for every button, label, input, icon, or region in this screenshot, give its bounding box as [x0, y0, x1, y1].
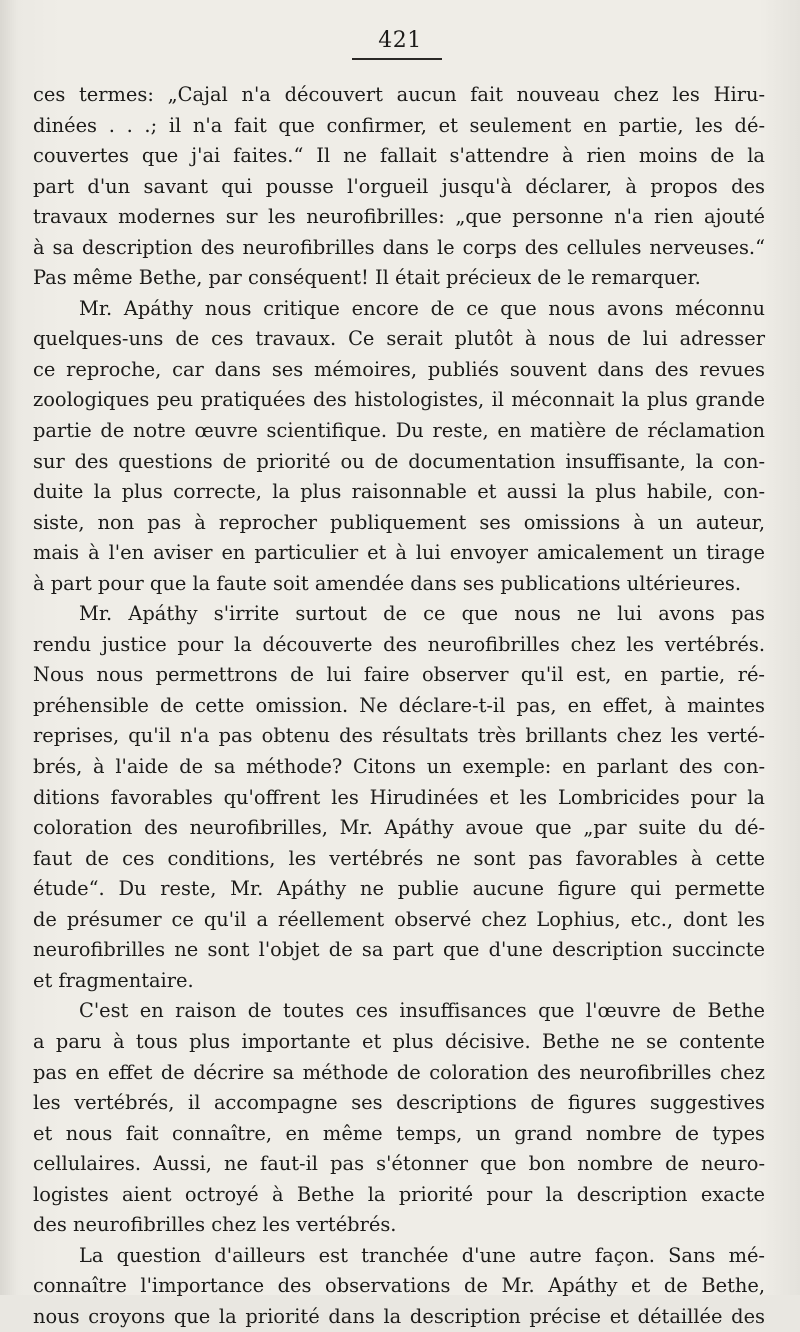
text-line: Nous nous permettrons de lui faire observer qu'il est, en partie, ré-: [33, 663, 765, 687]
text-line: les vertébrés, il accompagne ses descriptions de figures suggestives: [33, 1091, 765, 1115]
text-line: siste, non pas à reprocher publiquement ses omissions à un auteur,: [33, 510, 765, 534]
text-line: étude“. Du reste, Mr. Apáthy ne publie aucune figure qui permette: [33, 877, 765, 901]
text-line: Mr. Apáthy nous critique encore de ce que nous avons méconnu: [79, 296, 765, 320]
text-line: à part pour que la faute soit amendée dans ses publications ultérieures.: [33, 571, 742, 595]
text-line: nous croyons que la priorité dans la description précise et détaillée des: [33, 1304, 765, 1328]
text-line: La question d'ailleurs est tranchée d'une autre façon. Sans mé-: [79, 1243, 765, 1267]
text-line: faut de ces conditions, les vertébrés ne sont pas favorables à cette: [33, 846, 765, 870]
text-line: et nous fait connaître, en même temps, un grand nombre de types: [33, 1121, 765, 1145]
text-line: ces termes: „Cajal n'a découvert aucun fait nouveau chez les Hiru-: [33, 83, 765, 106]
text-line: Pas même Bethe, par conséquent! Il était précieux de le remarquer.: [33, 266, 701, 290]
page-number: 421: [378, 28, 422, 53]
text-line: sur des questions de priorité ou de documentation insuffisante, la con-: [33, 449, 765, 473]
text-line: dinées . . .; il n'a fait que confirmer, et seulement en partie, les dé-: [33, 113, 765, 137]
header-rule: [352, 58, 442, 60]
text-line: cellulaires. Aussi, ne faut-il pas s'étonner que bon nombre de neuro-: [33, 1152, 765, 1176]
text-line: brés, à l'aide de sa méthode? Citons un exemple: en parlant des con-: [33, 755, 765, 779]
text-line: C'est en raison de toutes ces insuffisances que l'œuvre de Bethe: [79, 999, 765, 1023]
text-line: part d'un savant qui pousse l'orgueil jusqu'à déclarer, à propos des: [33, 174, 765, 198]
text-line: des neurofibrilles chez les vertébrés.: [33, 1213, 397, 1237]
text-line: Mr. Apáthy s'irrite surtout de ce que nous ne lui avons pas: [79, 602, 765, 626]
text-line: zoologiques peu pratiquées des histologistes, il méconnait la plus grande: [33, 388, 765, 412]
text-line: a paru à tous plus importante et plus décisive. Bethe ne se contente: [33, 1029, 765, 1053]
text-line: rendu justice pour la découverte des neurofibrilles chez les vertébrés.: [33, 632, 765, 656]
text-line: préhensible de cette omission. Ne déclare-t-il pas, en effet, à maintes: [33, 693, 765, 717]
text-line: couvertes que j'ai faites.“ Il ne fallait s'attendre à rien moins de la: [33, 144, 765, 168]
text-line: logistes aient octroyé à Bethe la priorité pour la description exacte: [33, 1182, 765, 1206]
text-line: et fragmentaire.: [33, 968, 194, 992]
text-line: quelques-uns de ces travaux. Ce serait plutôt à nous de lui adresser: [33, 327, 765, 351]
text-line: pas en effet de décrire sa méthode de coloration des neurofibrilles chez: [33, 1060, 765, 1084]
text-line: duite la plus correcte, la plus raisonnable et aussi la plus habile, con-: [33, 480, 765, 504]
text-line: ce reproche, car dans ses mémoires, publiés souvent dans des revues: [33, 357, 765, 381]
text-line: ditions favorables qu'offrent les Hirudinées et les Lombricides pour la: [33, 785, 765, 809]
text-line: travaux modernes sur les neurofibrilles: „que personne n'a rien ajouté: [33, 205, 765, 229]
text-line: reprises, qu'il n'a pas obtenu des résultats très brillants chez les verté-: [33, 724, 765, 748]
text-line: neurofibrilles ne sont l'objet de sa part que d'une description succincte: [33, 938, 765, 962]
text-line: partie de notre œuvre scientifique. Du reste, en matière de réclamation: [33, 419, 765, 443]
body-text: [33, 80, 765, 1332]
text-line: mais à l'en aviser en particulier et à lui envoyer amicalement un tirage: [33, 541, 765, 565]
text-line: connaître l'importance des observations de Mr. Apáthy et de Bethe,: [33, 1274, 765, 1298]
text-line: coloration des neurofibrilles, Mr. Apáthy avoue que „par suite du dé-: [33, 816, 765, 840]
text-line: de présumer ce qu'il a réellement observé chez Lophius, etc., dont les: [33, 907, 765, 931]
text-line: à sa description des neurofibrilles dans le corps des cellules nerveuses.“: [33, 235, 765, 259]
